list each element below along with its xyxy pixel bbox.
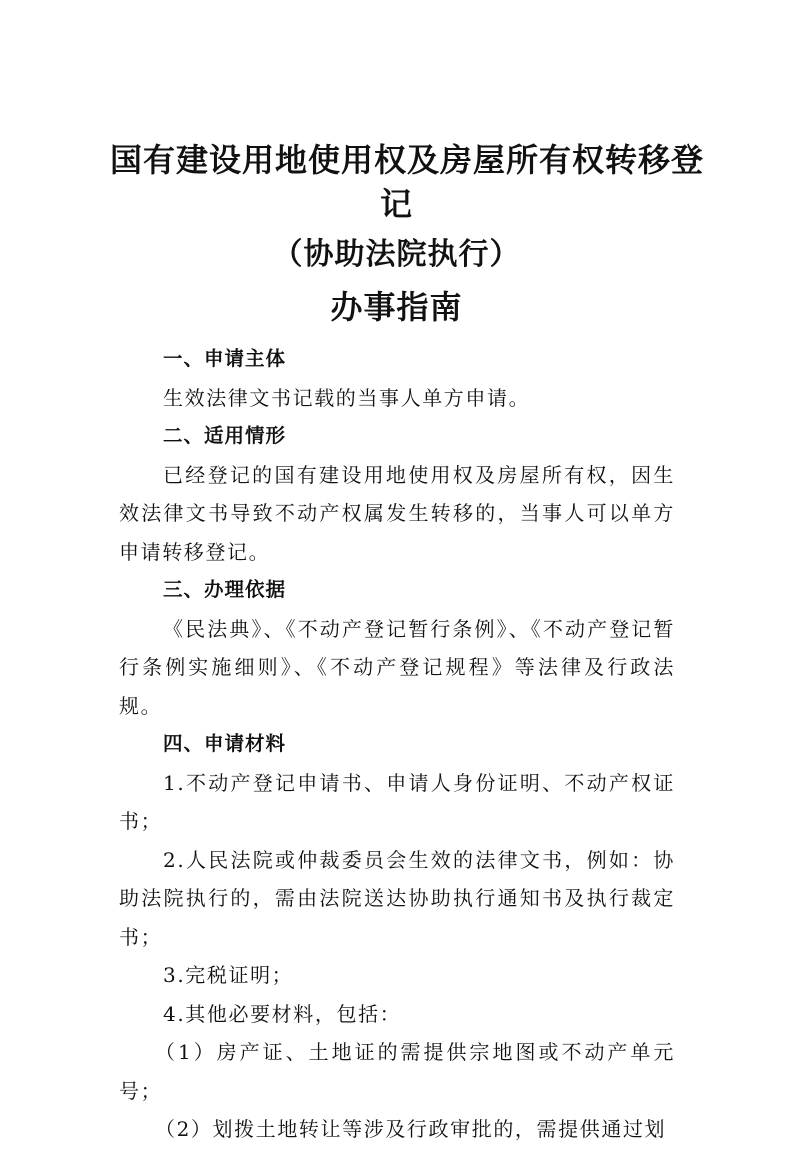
materials-sub-item-2: （2）划拨土地转让等涉及行政审批的，需提供通过划	[155, 1117, 667, 1141]
title-line-1: 国有建设用地使用权及房屋所有权转移登	[110, 141, 705, 179]
section-body-applicant: 生效法律文书记载的当事人单方申请。	[163, 385, 531, 410]
materials-sub-item-1: （1）房产证、土地证的需提供宗地图或不动产单元号；	[119, 1040, 675, 1103]
section-body-scope: 已经登记的国有建设用地使用权及房屋所有权，因生效法律文书导致不动产权属发生转移的，当事人可以单方申请转移登记。	[119, 462, 675, 564]
materials-item-4: 4.其他必要材料，包括：	[163, 1001, 402, 1026]
materials-item-2: 2.人民法院或仲裁委员会生效的法律文书，例如：协助法院执行的，需由法院送达协助执行通知书及执行裁定书；	[119, 847, 675, 949]
section-heading-scope: 二、适用情形	[163, 424, 287, 447]
section-heading-applicant: 一、申请主体	[163, 347, 287, 370]
materials-item-3: 3.完税证明；	[163, 963, 294, 987]
materials-item-1: 1.不动产登记申请书、申请人身份证明、不动产权证书；	[119, 770, 675, 833]
document-body	[119, 340, 675, 1149]
section-body-basis: 《民法典》、《不动产登记暂行条例》、《不动产登记暂行条例实施细则》、《不动产登记规程》等法律及行政法规。	[119, 616, 675, 718]
title-line-2: 记	[379, 185, 413, 223]
document-title	[110, 138, 705, 332]
section-heading-basis: 三、办理依据	[163, 578, 287, 601]
title-line-4: 办事指南	[330, 288, 463, 326]
section-heading-materials: 四、申请材料	[163, 732, 287, 755]
title-line-3: （协助法院执行）	[272, 237, 521, 272]
